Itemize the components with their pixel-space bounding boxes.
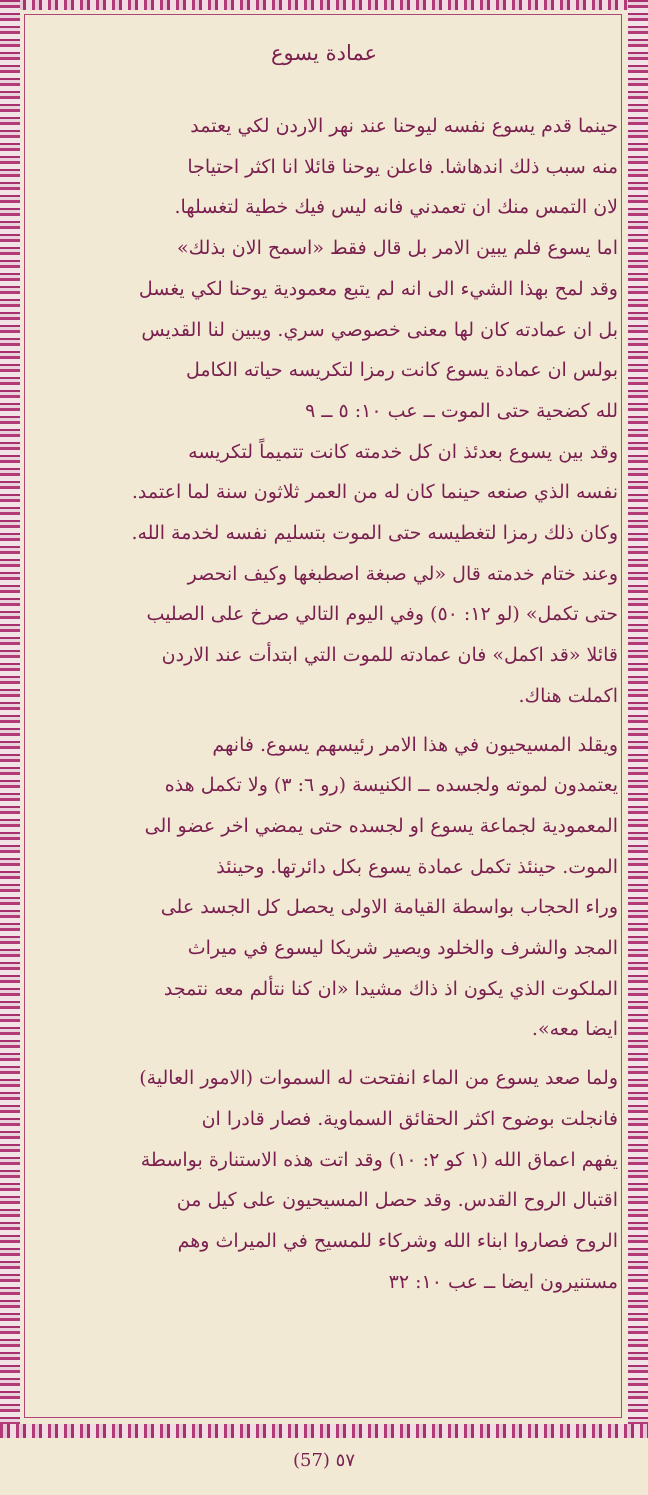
text-line: نفسه الذي صنعه حينما كان له من العمر ثلاثون سنة لما اعتمد.	[131, 481, 618, 504]
text-line: الموت. حينئذ تكمل عمادة يسوع بكل دائرتها. وحينئذ	[216, 855, 618, 878]
text-line: اكملت هناك.	[518, 684, 618, 707]
text-line: المجد والشرف والخلود ويصير شريكا ليسوع في ميراث	[187, 937, 618, 960]
text-line: مستنيرون ايضا ــ عب ١٠: ٣٢	[388, 1270, 618, 1293]
page-title: عمادة يسوع	[270, 41, 378, 65]
text-line: قائلا «قد اكمل» فان عمادته للموت التي ابتدأت عند الاردن	[161, 644, 618, 667]
text-line: المعمودية لجماعة يسوع او لجسده حتى يمضي اخر عضو الى	[144, 814, 618, 837]
text-line: لان التمس منك ان تعمدني فانه ليس فيك خطية لتغسلها.	[174, 196, 618, 219]
ornamental-border-bottom	[0, 1424, 648, 1438]
text-line: بولس ان عمادة يسوع كانت رمزا لتكريسه حياته الكامل	[185, 359, 618, 382]
text-line: يفهم اعماق الله (١ كو ٢: ١٠) وقد اتت هذه الاستنارة بواسطة	[140, 1148, 618, 1171]
paragraph-1	[30, 106, 618, 432]
text-line: وعند ختام خدمته قال «لي صبغة اصطبغها وكيف انحصر	[187, 562, 618, 585]
text-line: وقد لمح بهذا الشيء الى انه لم يتبع معمودية يوحنا لكي يغسل	[138, 277, 618, 300]
text-line: اقتبال الروح القدس. وقد حصل المسيحيون على كيل من	[176, 1189, 618, 1212]
text-line: ويقلد المسيحيون في هذا الامر رئيسهم يسوع. فانهم	[212, 733, 618, 756]
text-line: حينما قدم يسوع نفسه ليوحنا عند نهر الاردن لكي يعتمد	[190, 115, 618, 137]
page-number: (57) ٥٧	[292, 1450, 355, 1471]
paragraph-3	[30, 725, 618, 1051]
text-line: يعتمدون لموته ولجسده ــ الكنيسة (رو ٦: ٣) ولا تكمل هذه	[164, 774, 618, 797]
text-line: وراء الحجاب بواسطة القيامة الاولى يحصل كل الجسد على	[160, 896, 618, 919]
text-line: منه سبب ذلك اندهاشا. فاعلن يوحنا قائلا انا اكثر احتياجا	[187, 155, 618, 178]
text-line: الملكوت الذي يكون اذ ذاك مشيدا «ان كنا نتألم معه نتمجد	[163, 977, 618, 1000]
text-line: حتى تكمل» (لو ١٢: ٥٠) وفي اليوم التالي صرخ على الصليب	[146, 603, 618, 626]
paragraph-4	[30, 1058, 618, 1302]
page-content	[30, 38, 618, 1302]
text-line: لله كضحية حتى الموت ــ عب ١٠: ٥ ــ ٩	[305, 399, 618, 422]
text-line: وكان ذلك رمزا لتغطيسه حتى الموت بتسليم نفسه لخدمة الله.	[131, 522, 618, 545]
ornamental-border-right	[628, 0, 648, 1438]
text-line: فانجلت بوضوح اكثر الحقائق السماوية. فصار قادرا ان	[201, 1107, 618, 1130]
text-line: ولما صعد يسوع من الماء انفتحت له السموات (الامور العالية)	[139, 1067, 618, 1090]
ornamental-border-top	[0, 0, 648, 10]
text-line: بل ان عمادته كان لها معنى خصوصي سري. ويبين لنا القديس	[141, 318, 618, 341]
paragraph-2	[30, 432, 618, 717]
text-line: وقد بين يسوع بعدئذ ان كل خدمته كانت تتميماً لتكريسه	[188, 440, 618, 463]
ornamental-border-left	[0, 0, 20, 1438]
text-line: ايضا معه».	[531, 1018, 618, 1041]
text-line: الروح فصاروا ابناء الله وشركاء للمسيح في الميراث وهم	[177, 1229, 618, 1252]
text-line: اما يسوع فلم يبين الامر بل قال فقط «اسمح الان بذلك»	[177, 237, 618, 260]
